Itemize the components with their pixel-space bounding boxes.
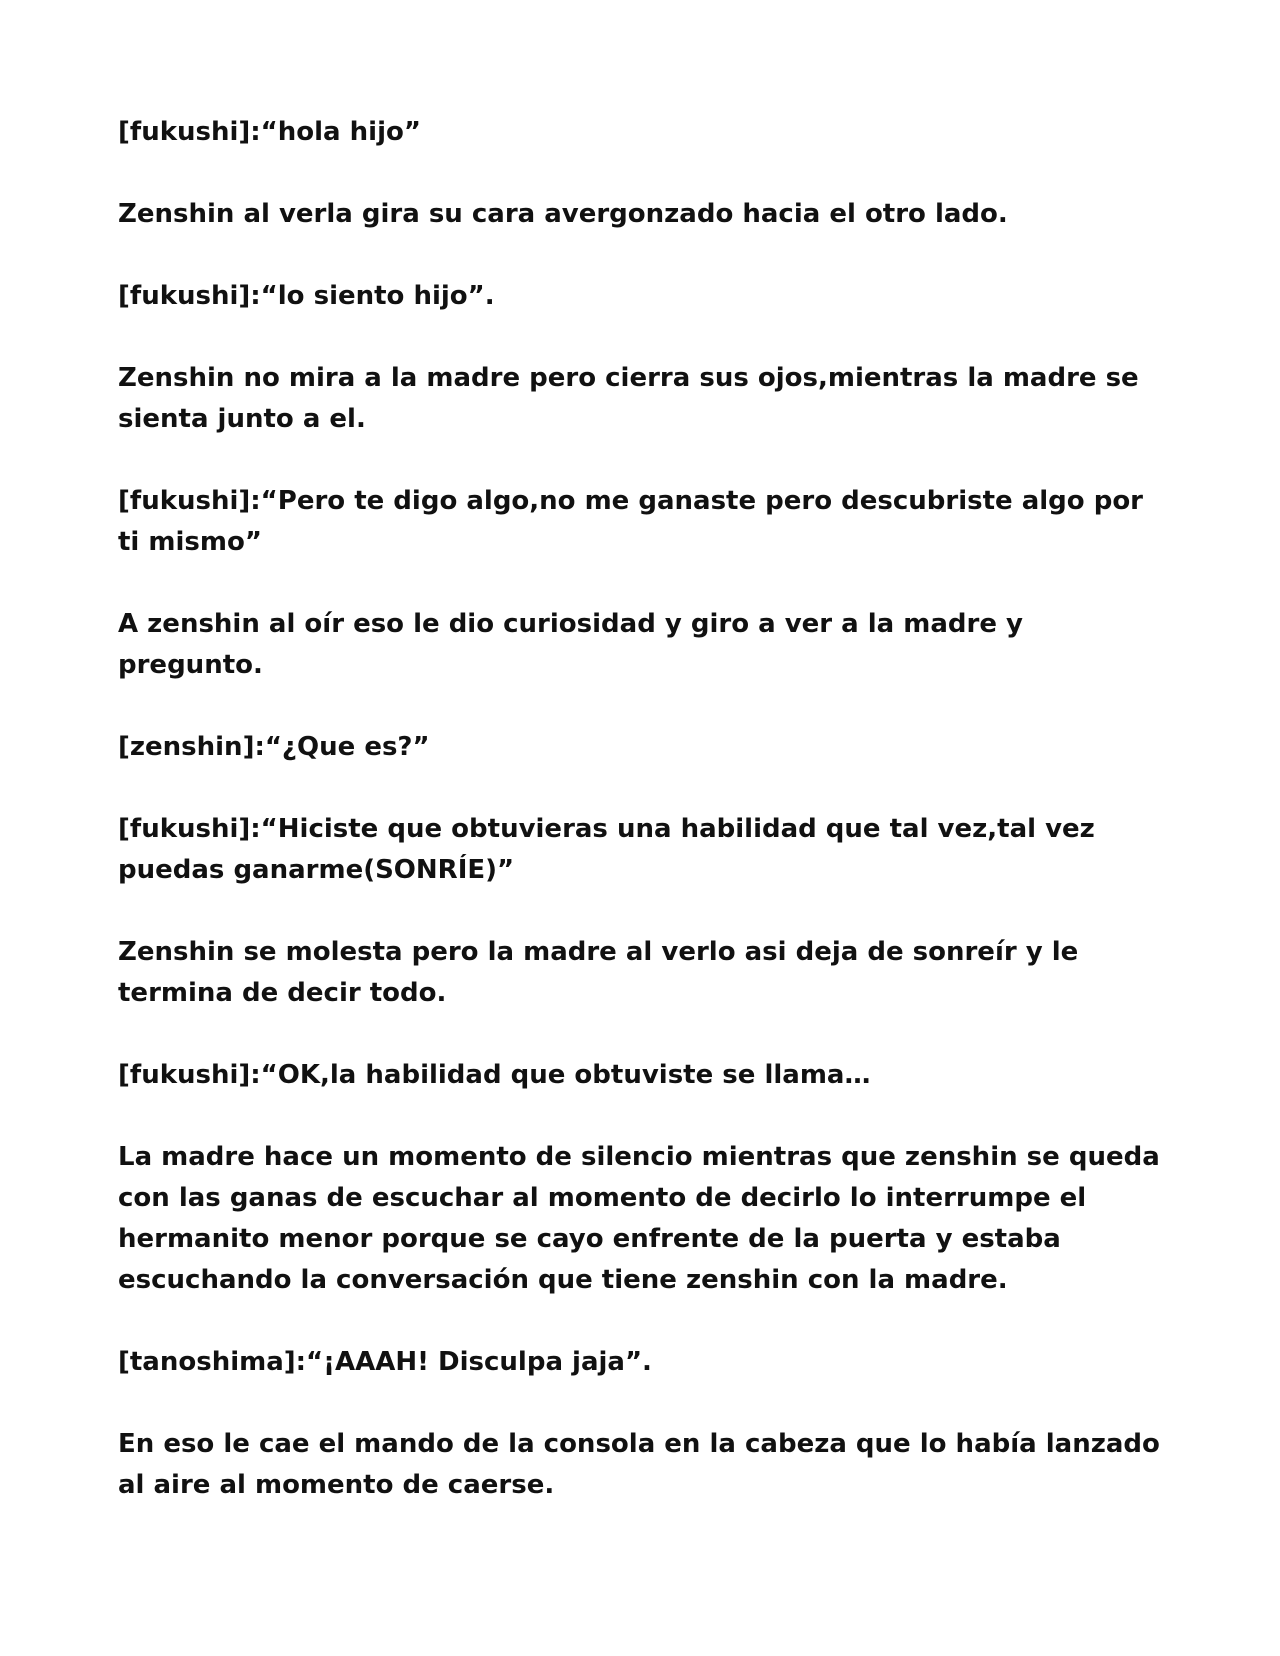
paragraph-narration: Zenshin se molesta pero la madre al verlo asi deja de sonreír y le termina de decir todo.	[118, 937, 1079, 1008]
paragraph-narration: En eso le cae el mando de la consola en la cabeza que lo había lanzado al aire al momento de caerse.	[118, 1429, 1160, 1500]
paragraph-narration: A zenshin al oír eso le dio curiosidad y giro a ver a la madre y pregunto.	[118, 609, 1023, 680]
paragraph-dialogue-fukushi: [fukushi]:“Hiciste que obtuvieras una habilidad que tal vez,tal vez puedas ganarme(SONRÍE)”	[118, 814, 1095, 885]
paragraph-dialogue-fukushi: [fukushi]:“hola hijo”	[118, 117, 421, 147]
paragraph-dialogue-fukushi: [fukushi]:“lo siento hijo”.	[118, 281, 495, 311]
paragraph-dialogue-fukushi: [fukushi]:“OK,la habilidad que obtuviste se llama…	[118, 1060, 871, 1090]
paragraph-narration: Zenshin al verla gira su cara avergonzado hacia el otro lado.	[118, 199, 1008, 229]
paragraph-dialogue-fukushi: [fukushi]:“Pero te digo algo,no me ganaste pero descubriste algo por ti mismo”	[118, 486, 1144, 557]
paragraph-narration: La madre hace un momento de silencio mientras que zenshin se queda con las ganas de escuchar al momento de decirlo lo interrumpe el hermanito menor porque se cayo enfrente de la puerta y estaba escuchando la conversación que tiene zenshin con la madre.	[118, 1142, 1160, 1295]
paragraph-narration: Zenshin no mira a la madre pero cierra sus ojos,mientras la madre se sienta junto a el.	[118, 363, 1139, 434]
document-body	[118, 112, 1170, 1506]
paragraph-dialogue-zenshin: [zenshin]:“¿Que es?”	[118, 732, 430, 762]
paragraph-dialogue-tanoshima: [tanoshima]:“¡AAAH! Disculpa jaja”.	[118, 1347, 652, 1377]
